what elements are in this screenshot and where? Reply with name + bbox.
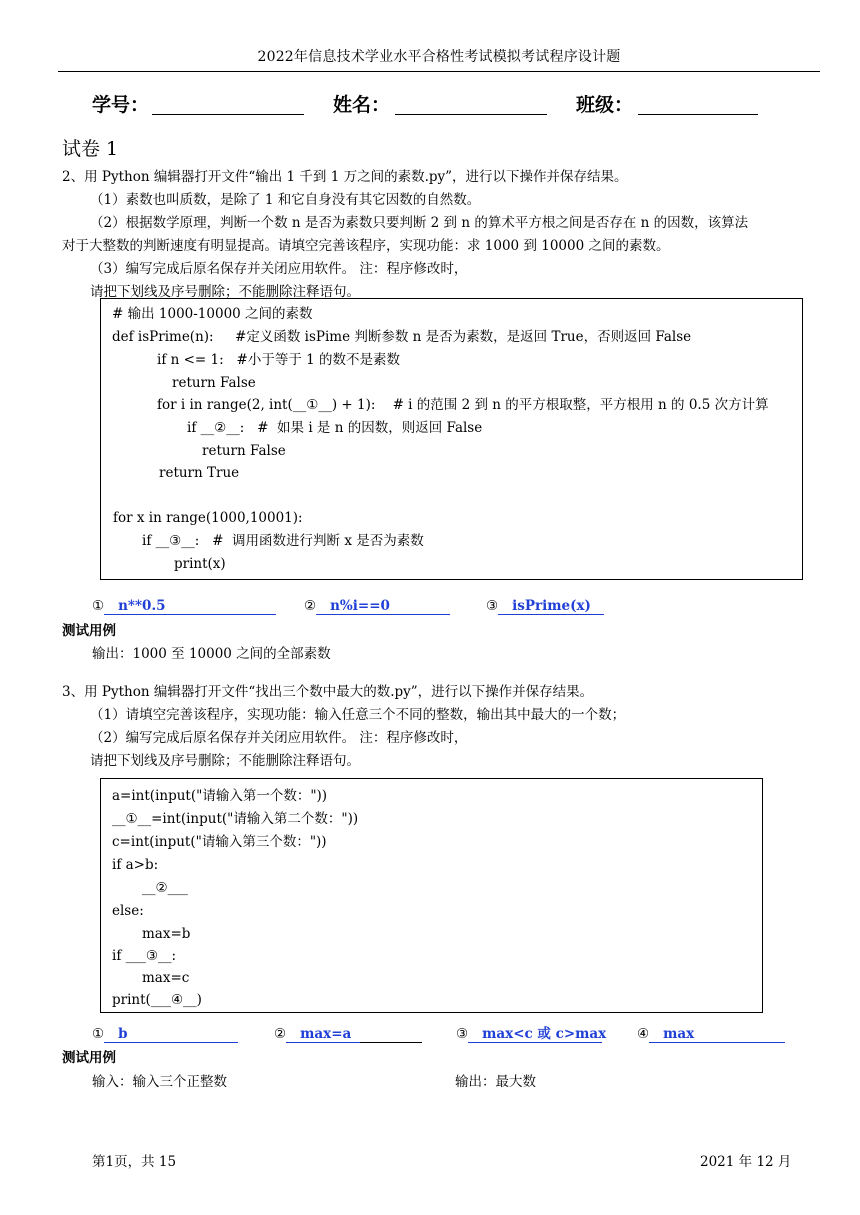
footer-page-number: 第1页，共 15 [92,1154,177,1170]
q2-item-3-line-2: 请把下划线及序号删除；不能删除注释语句。 [90,284,360,300]
code-line: def isPrime(n): #定义函数 isPime 判断参数 n 是否为素数，是返回 True，否则返回 False [112,329,692,345]
answer-value: max=a [286,1026,360,1043]
student-id-label: 学号： [92,94,150,116]
q2-answer-row [0,597,860,617]
document-header-title: 2022年信息技术学业水平合格性考试模拟考试程序设计题 [257,49,621,65]
q3-answer-4: ④ max [637,1025,785,1044]
name-blank[interactable] [395,114,547,115]
code-line: if ___③__: [112,948,177,964]
answer-value: n**0.5 [104,598,276,615]
code-line: for i in range(2, int(__①__) + 1): # i 的范围 2 到 n 的平方根取整，平方根用 n 的 0.5 次方计算 [157,397,769,413]
code-line: a=int(input("请输入第一个数：")) [112,788,328,804]
answer-value: max<c 或 c>max [468,1026,602,1043]
code-line: max=b [142,926,191,942]
code-line: if a>b: [112,857,159,873]
code-line: return True [159,465,240,481]
code-line: if __②__: # 如果 i 是 n 的因数，则返回 False [187,420,483,436]
code-line: return False [172,375,256,391]
answer-blank-tail [360,1026,422,1043]
q3-item-1: （1）请填空完善该程序，实现功能：输入任意三个不同的整数，输出其中最大的一个数； [90,707,626,723]
q3-test-case-input: 输入：输入三个正整数 [92,1074,227,1090]
name-label: 姓名： [333,94,391,116]
q2-intro: 2、用 Python 编辑器打开文件“输出 1 千到 1 万之间的素数.py”，进行以下操作并保存结果。 [62,169,628,185]
answer-value: n%i==0 [316,598,450,615]
code-line: print(x) [174,556,226,572]
code-line: __②___ [142,880,188,896]
code-line: return False [202,443,286,459]
code-line: c=int(input("请输入第三个数：")) [112,834,327,850]
footer-date: 2021 年 12 月 [700,1154,792,1170]
q3-test-case-output: 输出：最大数 [455,1074,536,1090]
code-line: if n <= 1: #小于等于 1 的数不是素数 [157,352,400,368]
q3-item-2: （2）编写完成后原名保存并关闭应用软件。 注：程序修改时， [90,730,468,746]
q3-answer-3: ③ max<c 或 c>max [456,1026,607,1042]
q2-answer-3: ③ isPrime(x) [486,597,604,616]
q3-item-2-line-2: 请把下划线及序号删除；不能删除注释语句。 [90,753,360,769]
code-line: # 输出 1000-10000 之间的素数 [112,306,313,322]
section-title: 试卷 1 [62,138,119,160]
q3-answer-row [0,1025,860,1045]
q2-item-3: （3）编写完成后原名保存并关闭应用软件。 注：程序修改时， [90,261,468,277]
class-label: 班级： [576,94,634,116]
answer-value: b [104,1026,238,1043]
student-info-row [0,92,860,122]
q2-answer-1: ① n**0.5 [92,597,276,616]
answer-value: max [649,1026,785,1043]
code-line: else: [112,903,144,919]
q2-code-box [100,298,803,580]
code-line: __①__=int(input("请输入第二个数：")) [112,811,359,827]
answer-value: isPrime(x) [498,598,604,615]
q2-answer-2: ② n%i==0 [304,597,450,616]
class-blank[interactable] [638,114,758,115]
q3-test-case-title: 测试用例 [62,1050,116,1066]
q3-answer-1: ① b [92,1025,238,1044]
q2-item-1: （1）素数也叫质数，是除了 1 和它自身没有其它因数的自然数。 [90,192,481,208]
q3-answer-2: ② max=a [274,1025,422,1044]
q3-code-box [100,778,763,1013]
header-divider [58,71,820,72]
code-line: for x in range(1000,10001): [113,510,303,526]
q2-item-2-line-2: 对于大整数的判断速度有明显提高。请填空完善该程序，实现功能：求 1000 到 10000 之间的素数。 [62,238,670,254]
code-line: print(___④__) [112,992,202,1008]
q2-test-case-output: 输出：1000 至 10000 之间的全部素数 [92,646,331,662]
code-line: max=c [142,970,190,986]
q3-intro: 3、用 Python 编辑器打开文件“找出三个数中最大的数.py”，进行以下操作并保存结果。 [62,684,594,700]
q2-test-case-title: 测试用例 [62,623,116,639]
student-id-blank[interactable] [152,114,304,115]
code-line: if __③__: # 调用函数进行判断 x 是否为素数 [142,533,424,549]
q2-item-2-line-1: （2）根据数学原理，判断一个数 n 是否为素数只要判断 2 到 n 的算术平方根之间是否存在 n 的因数，该算法 [90,215,749,231]
